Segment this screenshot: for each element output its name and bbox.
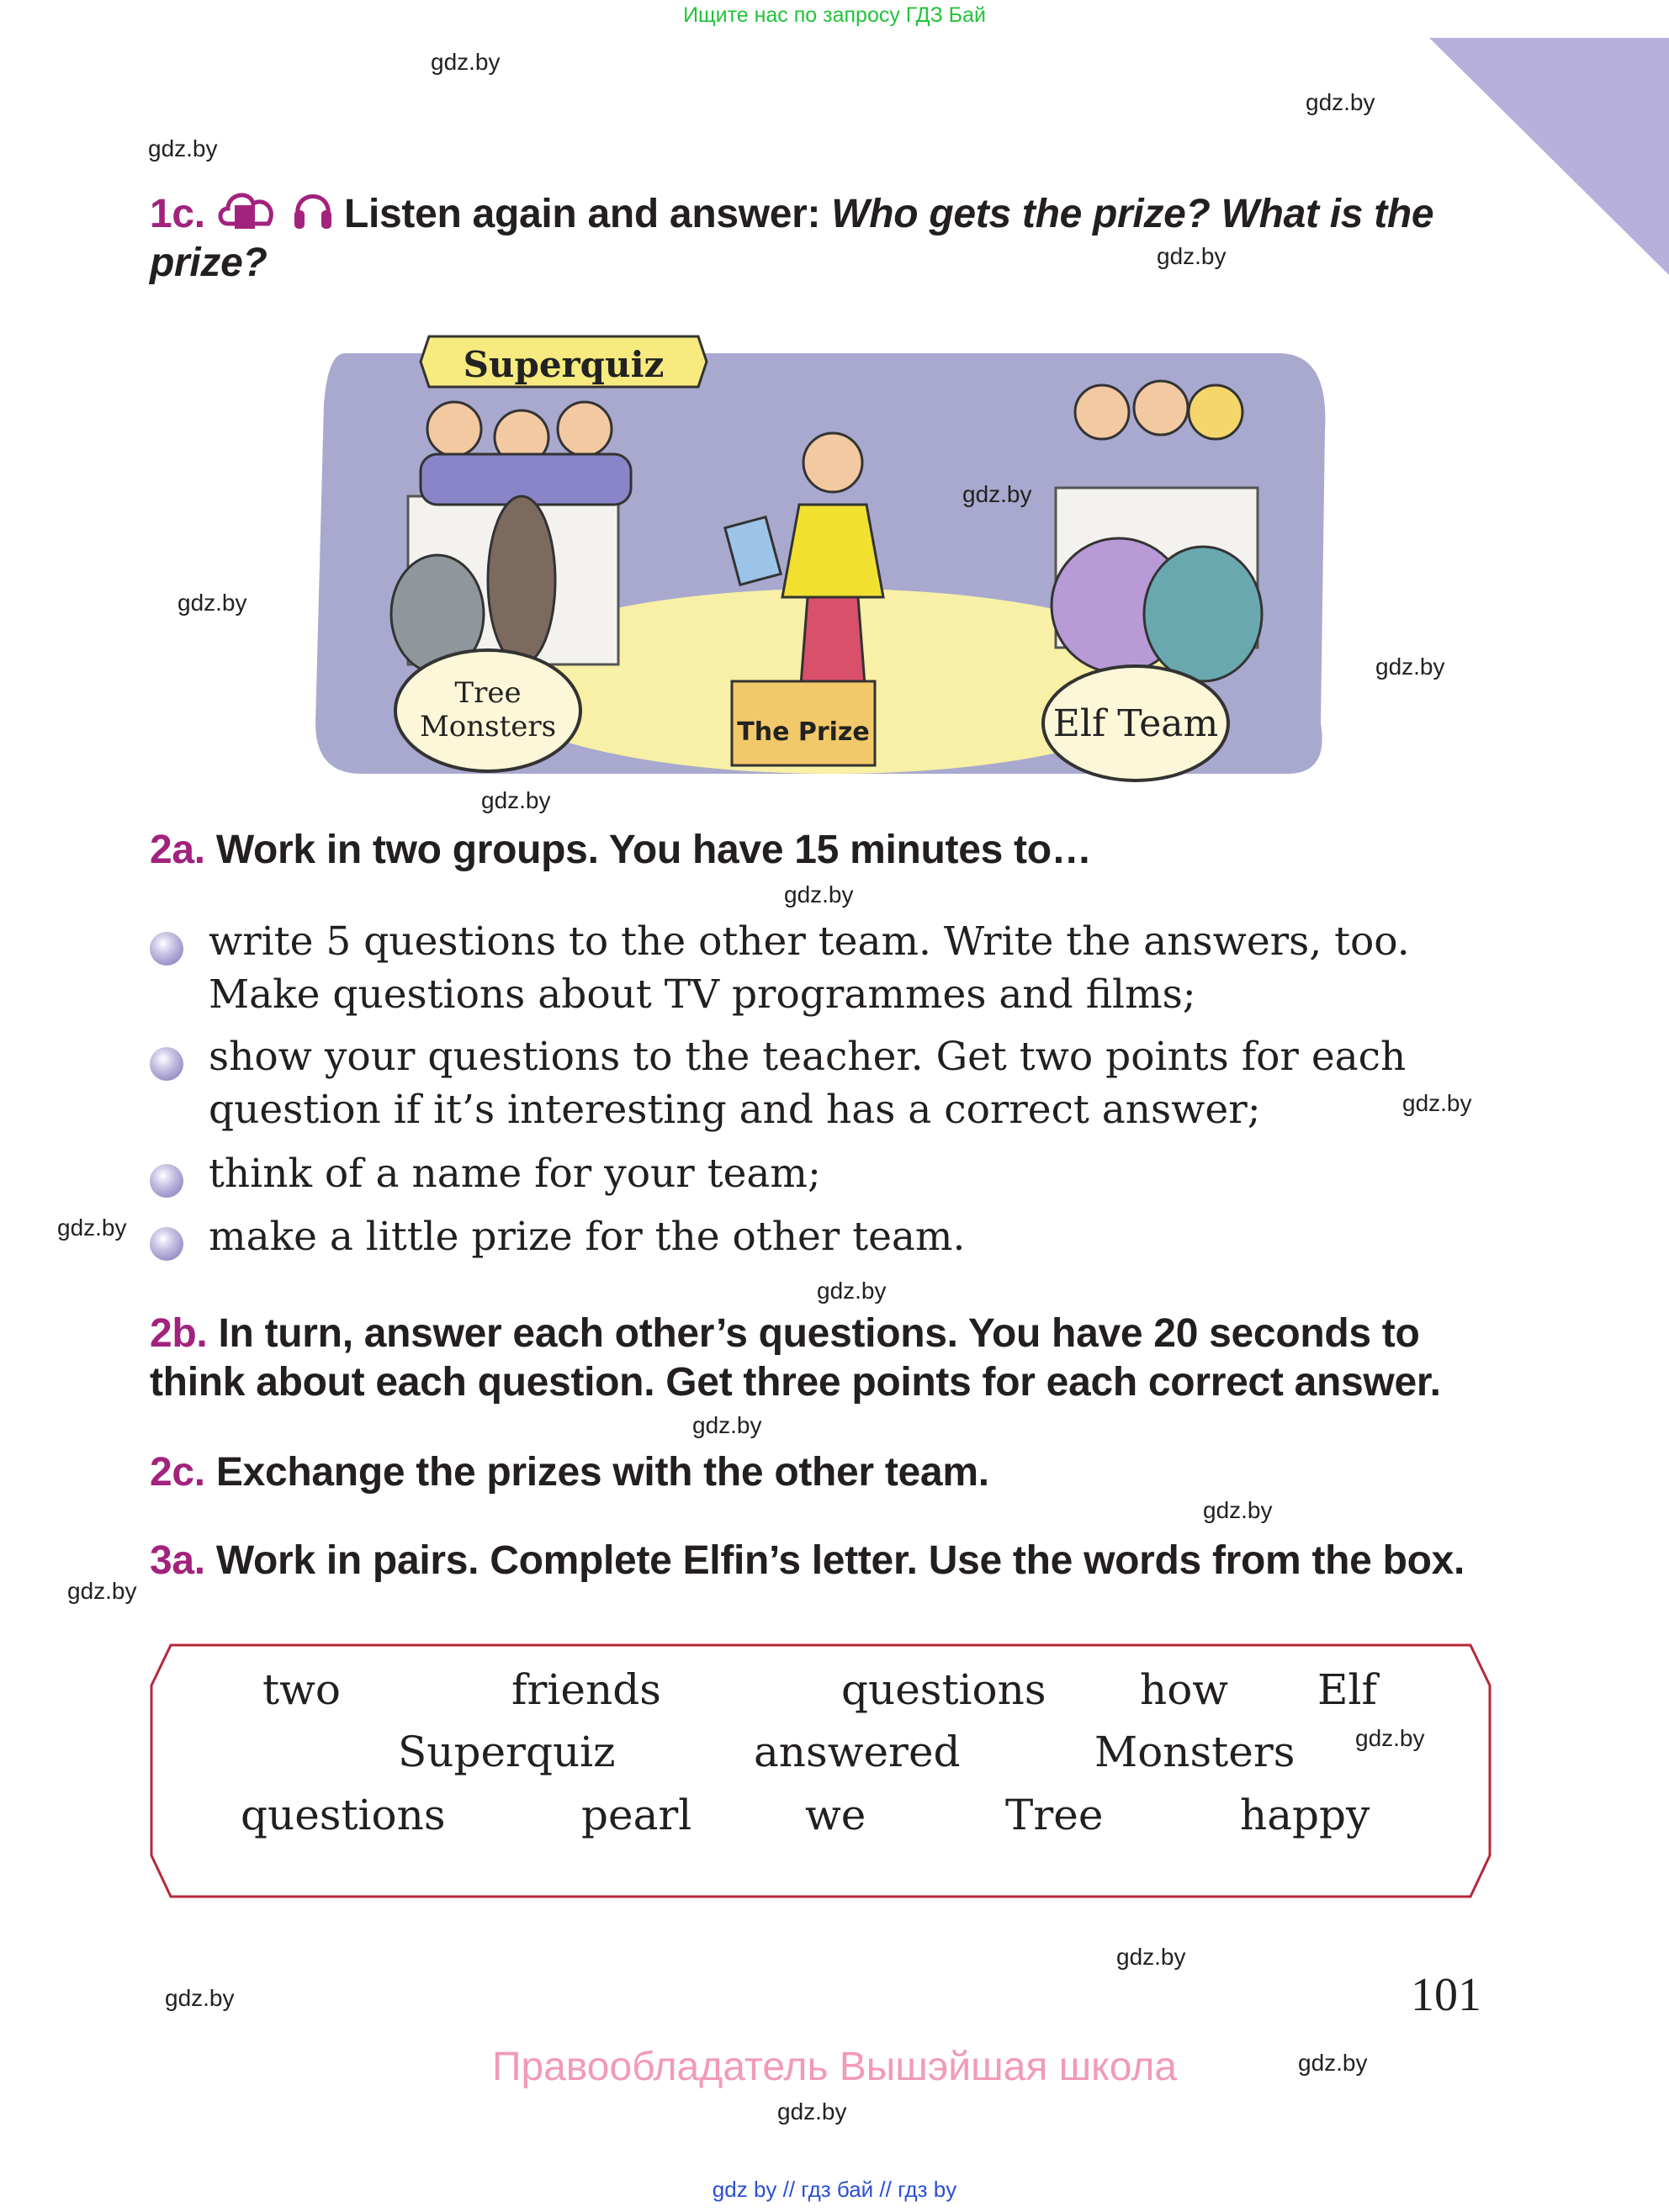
list-item (150, 1147, 1496, 1200)
exercise-number: 2c. (150, 1450, 205, 1495)
elf-team-sign-text: Elf Team (1052, 702, 1219, 745)
word-tree: Tree (1005, 1791, 1104, 1839)
list-item (150, 915, 1496, 1021)
watermark: gdz.by (1306, 89, 1375, 115)
list-item (150, 1030, 1496, 1136)
superquiz-illustration (311, 328, 1346, 786)
bullet-icon (150, 932, 183, 966)
instruction-text: In turn, answer each other’s questions. You have 20 seconds to (218, 1311, 1420, 1356)
instruction-text: Work in two groups. You have 15 minutes to… (215, 828, 1092, 872)
bullet-icon (150, 1164, 183, 1198)
question-text: prize? (150, 241, 268, 285)
word-elf: Elf (1317, 1665, 1377, 1714)
word-monsters: Monsters (1094, 1728, 1295, 1776)
list-item (150, 1210, 1496, 1263)
watermark: gdz.by (1402, 1090, 1472, 1116)
footer-links[interactable]: gdz by // гдз бай // гдз by (712, 2177, 957, 2202)
instruction-text: think about each question. Get three points for each correct answer. (150, 1360, 1441, 1405)
instruction-text: Exchange the prizes with the other team. (215, 1450, 989, 1495)
word-box (150, 1643, 1492, 1898)
watermark: gdz.by (692, 1412, 762, 1438)
exercise-2c-heading (150, 1448, 989, 1497)
list-item-text: Make questions about TV programmes and films; (209, 971, 1196, 1018)
word-happy: happy (1240, 1791, 1370, 1839)
search-banner[interactable]: Ищите нас по запросу ГДЗ Бай (683, 3, 986, 27)
exercise-number: 2b. (150, 1311, 208, 1356)
question-text: Who gets the prize? What is the (831, 192, 1434, 236)
watermark: gdz.by (431, 49, 501, 75)
watermark: gdz.by (148, 135, 218, 161)
monsters-sign-text: Monsters (419, 710, 557, 744)
watermark: gdz.by (962, 481, 1032, 507)
exercise-number: 3a. (150, 1538, 205, 1583)
superquiz-sign-text: Superquiz (463, 344, 665, 385)
word-answered: answered (754, 1728, 961, 1776)
watermark: gdz.by (57, 1214, 127, 1241)
prize-sign-text: The Prize (737, 717, 870, 747)
watermark: gdz.by (1157, 243, 1227, 269)
word-questions: questions (241, 1791, 446, 1839)
word-two: two (262, 1665, 341, 1714)
list-item-text: question if it’s interesting and has a correct answer; (209, 1087, 1261, 1133)
headphones-icon (293, 187, 333, 232)
bullet-icon (150, 1227, 183, 1261)
cd-audio-icon (216, 187, 282, 232)
word-questions: questions (841, 1665, 1046, 1714)
list-item-text: show your questions to the teacher. Get two points for each (209, 1034, 1407, 1080)
instruction-text: Listen again and answer: (343, 192, 832, 236)
watermark: gdz.by (817, 1278, 887, 1304)
exercise-number: 2a. (150, 828, 205, 872)
list-item-text: think of a name for your team; (209, 1151, 821, 1197)
bullet-icon (150, 1047, 183, 1081)
exercise-2b-heading (150, 1310, 1496, 1407)
watermark: gdz.by (1375, 654, 1445, 680)
tree-sign-text: Tree (454, 676, 522, 710)
watermark: gdz.by (481, 787, 551, 813)
watermark: gdz.by (1116, 1944, 1186, 1970)
exercise-3a-heading (150, 1537, 1465, 1585)
watermark: gdz.by (1298, 2050, 1368, 2076)
watermark: gdz.by (784, 881, 854, 908)
list-item-text: write 5 questions to the other team. Write the answers, too. (209, 918, 1410, 965)
watermark: gdz.by (177, 590, 247, 616)
exercise-2a-heading (150, 826, 1091, 875)
instruction-text: Work in pairs. Complete Elfin’s letter. Use the words from the box. (215, 1538, 1465, 1583)
word-we: we (805, 1791, 866, 1839)
exercise-number: 1c. (150, 192, 205, 236)
word-how: how (1140, 1665, 1229, 1714)
watermark: gdz.by (1203, 1497, 1273, 1523)
copyright-holder: Правообладатель Вышэйшая школа (491, 2045, 1178, 2089)
watermark: gdz.by (1355, 1725, 1425, 1751)
exercise-1c-heading (150, 187, 1496, 288)
word-superquiz: Superquiz (398, 1728, 616, 1776)
watermark: gdz.by (67, 1578, 137, 1604)
watermark: gdz.by (165, 1985, 235, 2011)
page-number: 101 (1411, 1969, 1481, 2021)
list-item-text: make a little prize for the other team. (209, 1214, 966, 1260)
word-pearl: pearl (581, 1791, 692, 1839)
watermark: gdz.by (777, 2098, 847, 2125)
word-friends: friends (511, 1665, 661, 1714)
